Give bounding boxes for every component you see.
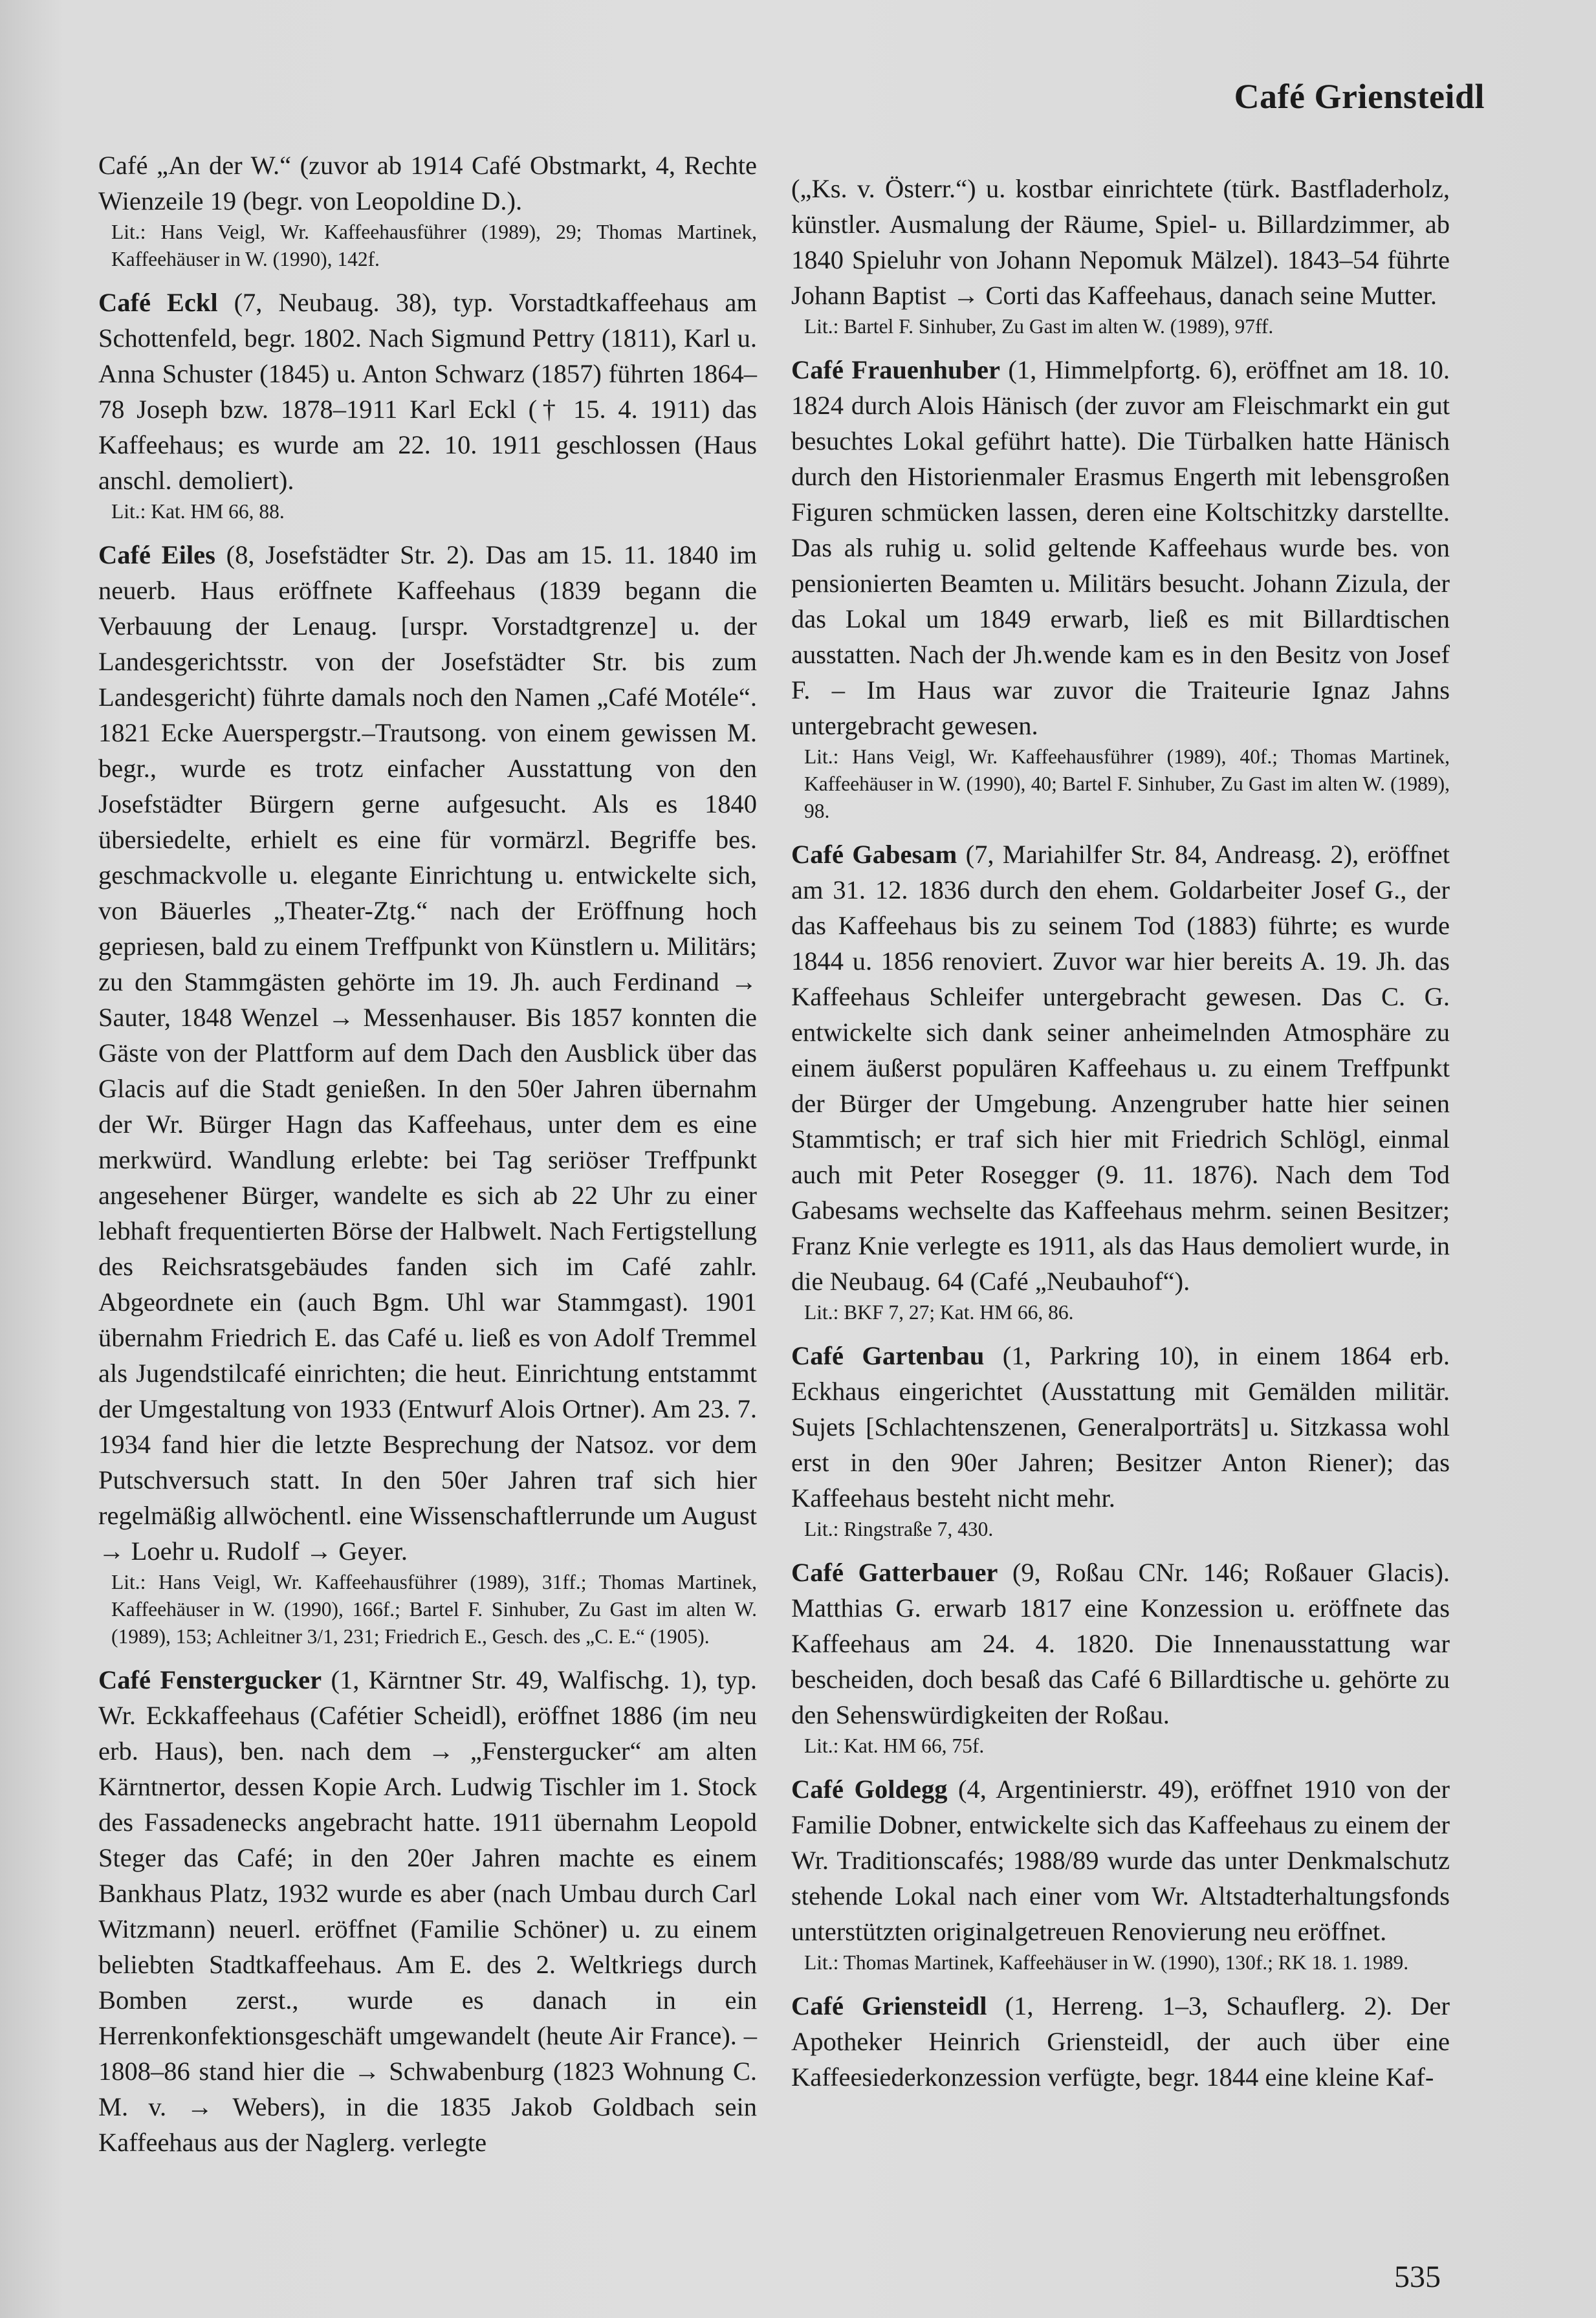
entry-title: Café Griensteidl: [791, 1991, 987, 2020]
entry-cafe-gartenbau: [791, 1338, 1450, 1543]
entry-cafe-eckl: [98, 285, 757, 525]
literature-ref: Lit.: Hans Veigl, Wr. Kaffeehausführer (1989), 31ff.; Thomas Martinek, Kaffeehäuser in W. (1990), 166f.; Bartel F. Sinhuber, Zu Gast im alten W. (1989), 153; Achleitner 3/1, 231; Friedrich E., Gesch. des „C. E.“ (1905).: [111, 1571, 757, 1648]
entry-cafe-goldegg: [791, 1771, 1450, 1976]
entry-body: (8, Josefstädter Str. 2). Das am 15. 11. 1840 im neuerb. Haus eröffnete Kaffeehaus (1839 begann die Verbauung der Lenaug. [urspr. Vorstadtgrenze] u. der Landesgerichtsstr. von der Josefstädter Str. bis zum Landesgericht) führte damals noch den Namen „Café Motéle“. 1821 Ecke Auerspergstr.–Trautsong. von einem gewissen M. begr., wurde es trotz einfacher Ausstattung von den Josefstädter Bürgern gerne aufgesucht. Als es 1840 übersiedelte, erhielt es eine für vormärzl. Begriffe bes. geschmackvolle u. elegante Einrichtung u. entwickelte sich, von Bäuerles „Theater-Ztg.“ nach der Eröffnung hoch gepriesen, bald zu einem Treffpunkt von Künstlern u. Militärs; zu den Stammgästen gehörte im 19. Jh. auch Ferdinand → Sauter, 1848 Wenzel → Messenhauser. Bis 1857 konnten die Gäste von der Plattform auf dem Dach den Ausblick über das Glacis auf die Stadt genießen. In den 50er Jahren übernahm der Wr. Bürger Hagn das Kaffeehaus, unter dem es eine merkwürd. Wandlung erlebte: bei Tag seriöser Treffpunkt angesehener Bürger, wandelte es sich ab 22 Uhr zu einer lebhaft frequentierten Börse der Halbwelt. Nach Fertigstellung des Reichsratsgebäudes fanden sich im Café zahlr. Abgeordnete ein (auch Bgm. Uhl war Stammgast). 1901 übernahm Friedrich E. das Café u. ließ es von Adolf Tremmel als Jugendstilcafé einrichten; die heut. Einrichtung entstammt der Umgestaltung von 1933 (Entwurf Alois Ortner). Am 23. 7. 1934 fand hier die letzte Besprechung der Natsoz. vor dem Putschversuch statt. In den 50er Jahren traf sich hier regelmäßig allwöchentl. eine Wissenschaftlerrunde um August → Loehr u. Rudolf → Geyer.: [98, 540, 757, 1566]
page-number: 535: [1394, 2260, 1441, 2294]
running-head: Café Griensteidl: [1234, 77, 1485, 116]
literature-ref: Lit.: Bartel F. Sinhuber, Zu Gast im alten W. (1989), 97ff.: [804, 315, 1274, 338]
literature-ref: Lit.: Kat. HM 66, 88.: [111, 500, 285, 523]
entry-title: Café Gartenbau: [791, 1341, 985, 1370]
right-column: [791, 171, 1450, 2106]
entry-title: Café Eckl: [98, 288, 218, 317]
literature-ref: Lit.: BKF 7, 27; Kat. HM 66, 86.: [804, 1301, 1074, 1324]
literature-ref: Lit.: Kat. HM 66, 75f.: [804, 1734, 985, 1757]
literature-ref: Lit.: Ringstraße 7, 430.: [804, 1518, 994, 1540]
entry-cafe-gatterbauer: [791, 1555, 1450, 1760]
literature-ref: Lit.: Hans Veigl, Wr. Kaffeehausführer (1989), 29; Thomas Martinek, Kaffeehäuser in W. (1990), 142f.: [111, 221, 757, 270]
entry-title: Café Gabesam: [791, 840, 957, 869]
entry-title: Café Eiles: [98, 540, 215, 569]
entry-body: (1, Himmelpfortg. 6), eröffnet am 18. 10. 1824 durch Alois Hänisch (der zuvor am Fleischmarkt ein gut besuchtes Lokal geführt hatte). Die Türbalken hatte Hänisch durch den Historienmaler Erasmus Engerth mit lebensgroßen Figuren schmücken lassen, deren eine Koltschitzky darstellte. Das als ruhig u. solid geltende Kaffeehaus wurde bes. von pensionierten Beamten u. Militärs besucht. Johann Zizula, der das Lokal um 1849 erwarb, ließ es mit Billardtischen ausstatten. Nach der Jh.wende kam es in den Besitz von Josef F. – Im Haus war zuvor die Traiteurie Ignaz Jahns untergebracht gewesen.: [791, 355, 1450, 740]
entry-continuation-left: [98, 148, 757, 273]
entry-text: („Ks. v. Österr.“) u. kostbar einrichtete (türk. Bastfladerholz, künstler. Ausmalung der Räume, Spiel- u. Billardzimmer, ab 1840 Spieluhr von Johann Nepomuk Mälzel). 1843–54 führte Johann Baptist → Corti das Kaffeehaus, danach seine Mutter.: [791, 174, 1450, 310]
entry-text: Café „An der W.“ (zuvor ab 1914 Café Obstmarkt, 4, Rechte Wienzeile 19 (begr. von Leopoldine D.).: [98, 151, 757, 215]
entry-body: (7, Mariahilfer Str. 84, Andreasg. 2), eröffnet am 31. 12. 1836 durch den ehem. Goldarbeiter Josef G., der das Kaffeehaus bis zu seinem Tod (1883) führte; es wurde 1844 u. 1856 renoviert. Zuvor war hier bereits A. 19. Jh. das Kaffeehaus Schleifer untergebracht gewesen. Das C. G. entwickelte sich dank seiner anheimelnden Atmosphäre zu einem äußerst populären Kaffeehaus u. zu einem Treffpunkt der Bürger der Umgebung. Anzengruber hatte hier seinen Stammtisch; er traf sich hier mit Friedrich Schlögl, einmal auch mit Peter Rosegger (9. 11. 1876). Nach dem Tod Gabesams wechselte das Kaffeehaus mehrm. seinen Besitzer; Franz Knie verlegte es 1911, als das Haus demoliert wurde, in die Neubaug. 64 (Café „Neubauhof“).: [791, 840, 1450, 1296]
entry-body: (7, Neubaug. 38), typ. Vorstadtkaffeehaus am Schottenfeld, begr. 1802. Nach Sigmund Pettry (1811), Karl u. Anna Schuster (1845) u. Anton Schwarz (1857) führten 1864–78 Joseph bzw. 1878–1911 Karl Eckl († 15. 4. 1911) das Kaffeehaus; es wurde am 22. 10. 1911 geschlossen (Haus anschl. demoliert).: [98, 288, 757, 495]
entry-cafe-frauenhuber: [791, 352, 1450, 825]
entry-cafe-gabesam: [791, 836, 1450, 1326]
entry-cafe-fenstergucker: [98, 1662, 757, 2160]
entry-cafe-griensteidl: [791, 1988, 1450, 2095]
entry-title: Café Frauenhuber: [791, 355, 1000, 384]
entry-body: (1, Herreng. 1–3, Schauflerg. 2). Der Apotheker Heinrich Griensteidl, der auch über eine Kaffeesiederkonzession verfügte, begr. 1844 eine kleine Kaf-: [791, 1991, 1450, 2092]
entry-continuation-right: [791, 171, 1450, 340]
entry-body: (9, Roßau CNr. 146; Roßauer Glacis). Matthias G. erwarb 1817 eine Konzession u. eröffnete das Kaffeehaus am 24. 4. 1820. Die Innenausstattung war bescheiden, doch besaß das Café 6 Billardtische u. gehörte zu den Sehenswürdigkeiten der Roßau.: [791, 1558, 1450, 1729]
literature-ref: Lit.: Thomas Martinek, Kaffeehäuser in W. (1990), 130f.; RK 18. 1. 1989.: [804, 1951, 1409, 1974]
literature-ref: Lit.: Hans Veigl, Wr. Kaffeehausführer (1989), 40f.; Thomas Martinek, Kaffeehäuser in W. (1990), 40; Bartel F. Sinhuber, Zu Gast im alten W. (1989), 98.: [804, 745, 1450, 822]
entry-body: (1, Kärntner Str. 49, Walfischg. 1), typ. Wr. Eckkaffeehaus (Cafétier Scheidl), eröffnet 1886 (im neu erb. Haus), ben. nach dem → „Fenstergucker“ am alten Kärntnertor, dessen Kopie Arch. Ludwig Tischler im 1. Stock des Fassadenecks angebracht hatte. 1911 übernahm Leopold Steger das Café; in den 20er Jahren machte es einem Bankhaus Platz, 1932 wurde es aber (nach Umbau durch Carl Witzmann) neuerl. eröffnet (Familie Schöner) u. zu einem beliebten Stadtkaffeehaus. Am E. des 2. Weltkriegs durch Bomben zerst., wurde es danach in ein Herrenkonfektionsgeschäft umgewandelt (heute Air France). – 1808–86 stand hier die → Schwabenburg (1823 Wohnung C. M. v. → Webers), in die 1835 Jakob Goldbach sein Kaffeehaus aus der Naglerg. verlegte: [98, 1665, 757, 2157]
entry-cafe-eiles: [98, 537, 757, 1650]
entry-body: (1, Parkring 10), in einem 1864 erb. Eckhaus eingerichtet (Ausstattung mit Gemälden militär. Sujets [Schlachtenszenen, Generalporträts] u. Sitzkassa wohl erst in den 90er Jahren; Besitzer Anton Riener); das Kaffeehaus besteht nicht mehr.: [791, 1341, 1450, 1513]
entry-body: (4, Argentinierstr. 49), eröffnet 1910 von der Familie Dobner, entwickelte sich das Kaffeehaus zu einem der Wr. Traditionscafés; 1988/89 wurde das unter Denkmalschutz stehende Lokal nach einer vom Wr. Altstadterhaltungsfonds unterstützten originalgetreuen Renovierung neu eröffnet.: [791, 1775, 1450, 1946]
entry-title: Café Fenstergucker: [98, 1665, 322, 1694]
left-column: [98, 148, 757, 2172]
entry-title: Café Gatterbauer: [791, 1558, 998, 1587]
entry-title: Café Goldegg: [791, 1775, 948, 1804]
